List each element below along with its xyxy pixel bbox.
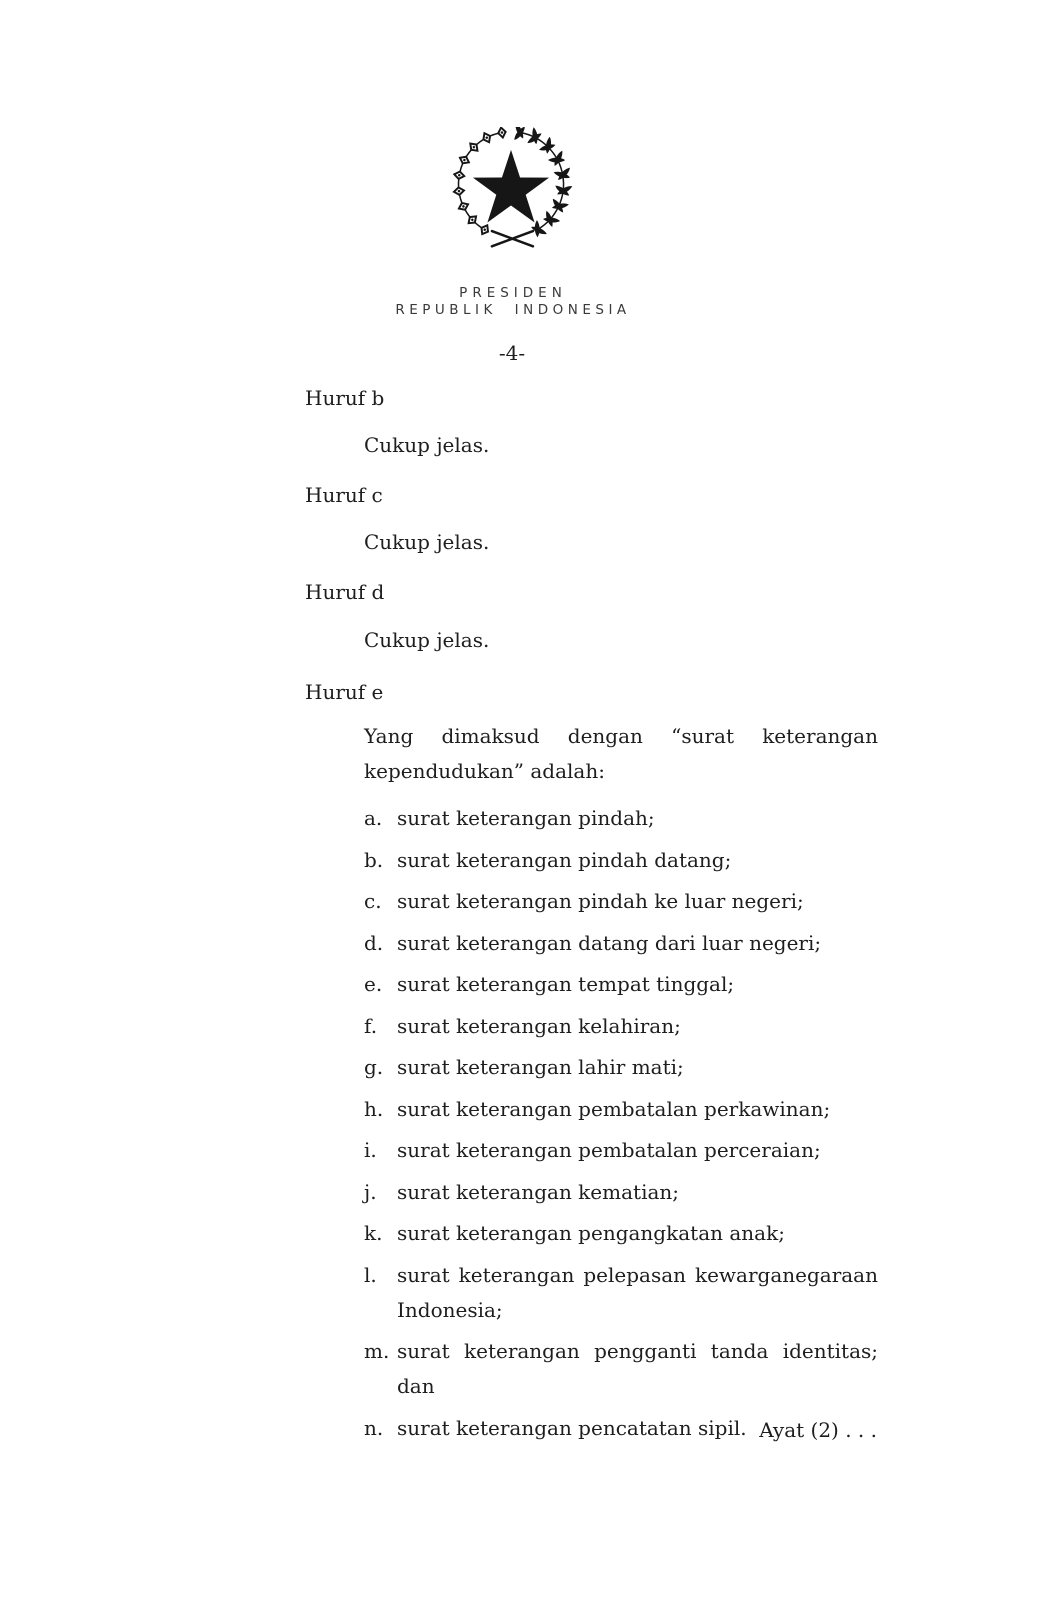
org-name-line2: REPUBLIK INDONESIA — [395, 302, 631, 318]
list-item — [364, 884, 878, 919]
section-heading-huruf-b: Huruf b — [305, 386, 385, 410]
list-item — [364, 1258, 878, 1328]
section-body-huruf-e: Yang dimaksud dengan “surat keterangan kependudukan” adalah: — [364, 724, 878, 783]
list-item-text: surat keterangan pindah ke luar negeri; — [397, 889, 804, 913]
list-item-text: surat keterangan pencatatan sipil. — [397, 1415, 747, 1440]
list-item-text: surat keterangan lahir mati; — [397, 1055, 684, 1079]
list-item-label: k. — [364, 1221, 383, 1245]
list-item-text: surat keterangan pengangkatan anak; — [397, 1221, 785, 1245]
list-item — [364, 843, 878, 878]
list-item-text: surat keterangan kematian; — [397, 1179, 680, 1204]
list-item — [364, 926, 878, 961]
section-heading-huruf-d: Huruf d — [305, 580, 385, 604]
list-item — [364, 1050, 878, 1085]
list-item-text: surat keterangan tempat tinggal; — [397, 972, 735, 996]
list-item-label: m. — [364, 1339, 390, 1363]
list-item-text: surat keterangan pembatalan perceraian; — [397, 1138, 821, 1162]
list-item — [364, 1334, 878, 1404]
list-item-label: g. — [364, 1055, 384, 1079]
list-item-label: h. — [364, 1096, 384, 1121]
section-heading-huruf-e: Huruf e — [305, 680, 384, 704]
page-number: -4- — [498, 341, 526, 365]
list-item-text: surat keterangan pengganti tanda identitas; dan — [397, 1339, 878, 1398]
list-item-text: surat keterangan kelahiran; — [397, 1013, 681, 1038]
list-item — [364, 801, 878, 836]
list-item-label: d. — [364, 930, 384, 955]
section-heading-huruf-c: Huruf c — [305, 483, 383, 507]
list-item-label: c. — [364, 889, 382, 913]
list-item-text: surat keterangan datang dari luar negeri; — [397, 930, 822, 955]
list-item-label: f. — [364, 1013, 378, 1038]
list-item — [364, 1009, 878, 1044]
list-item — [364, 1133, 878, 1168]
list-item-label: i. — [364, 1138, 377, 1162]
list-item — [364, 1216, 878, 1251]
list-item-label: j. — [364, 1179, 377, 1204]
list-item-label: a. — [364, 806, 383, 830]
list-item — [364, 967, 878, 1002]
list-item — [364, 1175, 878, 1210]
section-body-huruf-d: Cukup jelas. — [364, 628, 490, 652]
list-item-text: surat keterangan pindah datang; — [397, 847, 732, 872]
list-item — [364, 1092, 878, 1127]
huruf-e-list — [364, 801, 878, 1452]
list-item-label: e. — [364, 972, 383, 996]
list-item-label: b. — [364, 847, 384, 872]
list-item-label: l. — [364, 1262, 377, 1287]
list-item-text: surat keterangan pelepasan kewarganegaraan Indonesia; — [397, 1262, 878, 1322]
list-item-text: surat keterangan pindah; — [397, 806, 655, 830]
continuation-marker: Ayat (2) . . . — [759, 1418, 877, 1442]
list-item-label: n. — [364, 1415, 384, 1440]
national-emblem-icon — [444, 127, 578, 253]
org-name-line1: PRESIDEN — [459, 285, 567, 301]
section-body-huruf-c: Cukup jelas. — [364, 530, 490, 554]
section-body-huruf-b: Cukup jelas. — [364, 433, 490, 457]
list-item-text: surat keterangan pembatalan perkawinan; — [397, 1096, 831, 1121]
